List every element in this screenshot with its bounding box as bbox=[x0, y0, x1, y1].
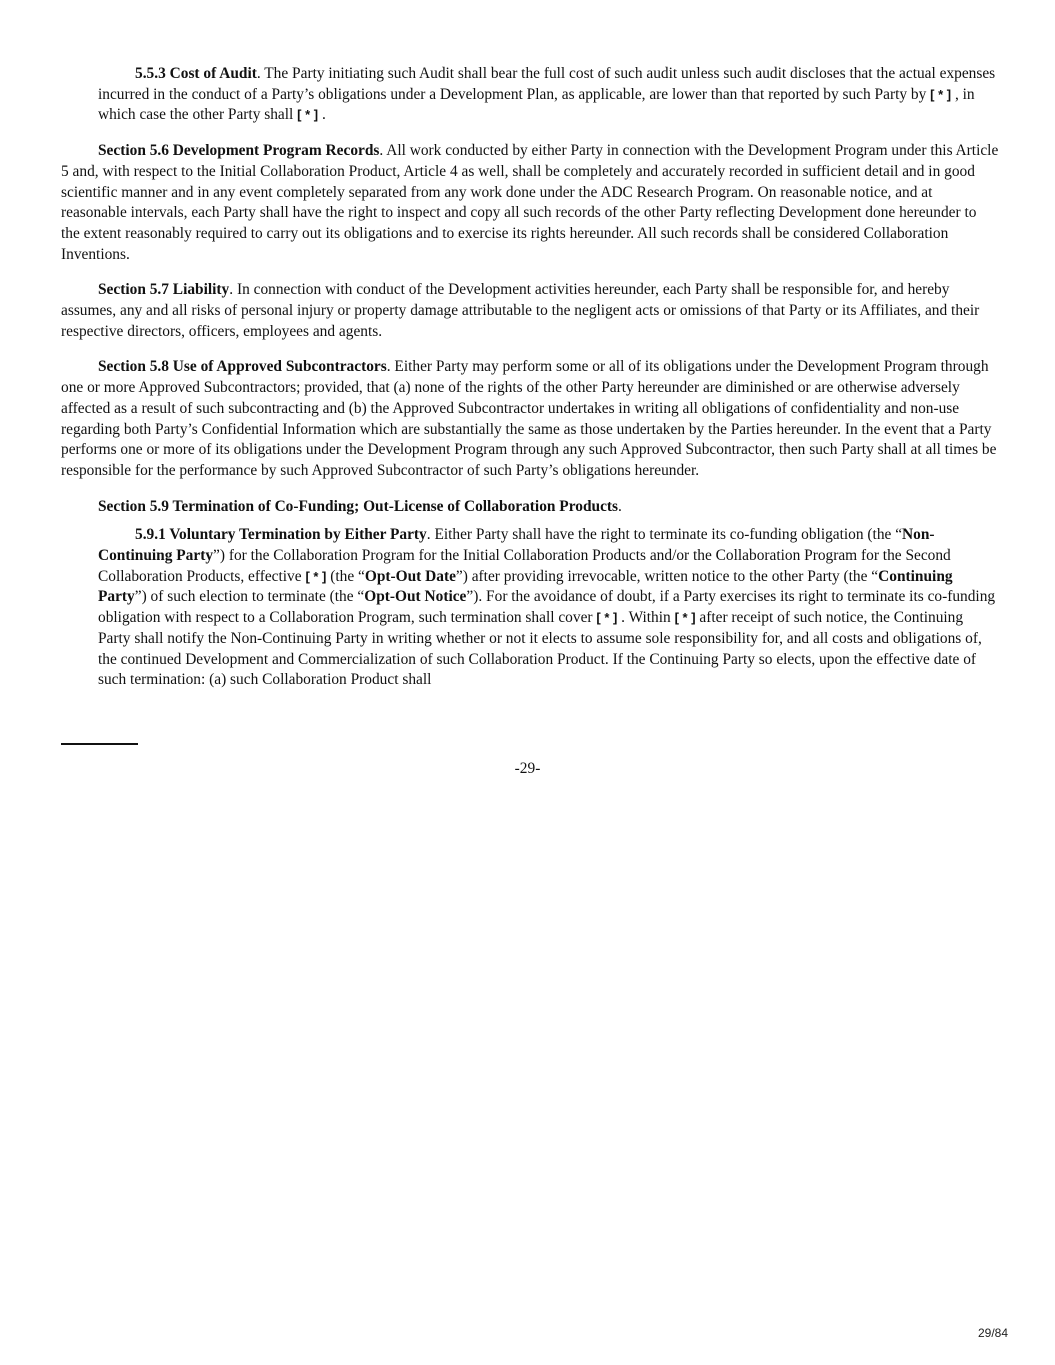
redaction-marker: [ * ] bbox=[305, 568, 327, 584]
defined-term: Opt-Out Date bbox=[364, 567, 456, 585]
page-number: -29- bbox=[514, 760, 541, 777]
redaction-marker: [ * ] bbox=[297, 107, 319, 123]
document-body bbox=[61, 64, 999, 706]
section-5-6-paragraph: Section 5.6 Development Program Records. All work conducted by either Party in connection with the Development Program under this Article 5 and, with respect to the Initial Collaboration Product, Article 4 as well, shall be completely and accurately recorded in sufficient detail and in good scientific manner and in any event completely separated from any work done under the ADC Research Program. On reasonable notice, and at reasonable intervals, each Party shall have the right to inspect and copy all such records of the other Party reflecting Development done hereunder to the extent reasonably required to carry out its obligations and to exercise its rights hereunder. All such records shall be considered Collaboration Inventions. bbox=[61, 142, 999, 263]
section-5-8-paragraph: Section 5.8 Use of Approved Subcontractors. Either Party may perform some or all of its obligations under the Development Program through one or more Approved Subcontractors; provided, that (a) none of the rights of the other Party hereunder are diminished or are otherwise adversely affected as a result of such subcontracting and (b) the Approved Subcontractor undertakes in writing all obligations of confidentiality and non-use regarding both Party’s Confidential Information which are substantially the same as those undertaken by the Parties hereunder. In the event that a Party performs one or more of its obligations under the Development Program through any such Approved Subcontractor, then such Party shall at all times be responsible for the performance by such Approved Subcontractor of such Party’s obligations hereunder. bbox=[61, 358, 997, 479]
page-counter: 29/84 bbox=[977, 1326, 1008, 1340]
defined-term: Continuing Party bbox=[98, 567, 953, 606]
section-5-7-paragraph: Section 5.7 Liability. In connection with conduct of the Development activities hereunder, each Party shall be responsible for, and hereby assumes, any and all risks of personal injury or property damage attributable to the negligent acts or omissions of that Party or its Affiliates, and their respective directors, officers, employees and agents. bbox=[61, 281, 980, 340]
section-5-5-3-paragraph: 5.5.3 Cost of Audit. The Party initiating such Audit shall bear the full cost of such audit unless such audit discloses that the actual expenses incurred in the conduct of a Party’s obligations under a Development Plan, as applicable, are lower than that reported by such Party by [ * ] , in which case the other Party shall [ * ] . bbox=[98, 65, 996, 124]
redaction-marker: [ * ] bbox=[674, 610, 696, 626]
section-5-7-heading: Section 5.7 Liability bbox=[98, 281, 230, 299]
redaction-marker: [ * ] bbox=[596, 610, 618, 626]
defined-term: Opt-Out Notice bbox=[364, 588, 467, 606]
section-5-8-heading: Section 5.8 Use of Approved Subcontractors bbox=[98, 358, 387, 376]
section-5-5-3-heading: 5.5.3 Cost of Audit bbox=[135, 65, 257, 82]
section-5-9-1-heading: 5.9.1 Voluntary Termination by Either Party bbox=[135, 526, 427, 544]
section-5-9-paragraph: Section 5.9 Termination of Co-Funding; Out-License of Collaboration Products. bbox=[98, 497, 622, 515]
redaction-marker: [ * ] bbox=[930, 86, 952, 102]
footnote-separator bbox=[61, 743, 138, 745]
section-5-6-heading: Section 5.6 Development Program Records bbox=[98, 142, 380, 160]
defined-term: Non-Continuing Party bbox=[98, 526, 935, 565]
section-5-9-1-paragraph: 5.9.1 Voluntary Termination by Either Party. Either Party shall have the right to terminate its co-funding obligation (the “Non-Continuing Party”) for the Collaboration Program for the Initial Collaboration Products and/or the Collaboration Program for the Second Collaboration Products, effective [ * ] (the “Opt-Out Date”) after providing irrevocable, written notice to the other Party (the “Continuing Party”) of such election to terminate (the “Opt-Out Notice”). For the avoidance of doubt, if a Party exercises its right to terminate its co-funding obligation with respect to a Collaboration Program, such termination shall cover [ * ] . Within [ * ] after receipt of such notice, the Continuing Party shall notify the Non-Continuing Party in writing whether or not it elects to assume sole responsibility for, and all costs and obligations of, the continued Development and Commercialization of such Collaboration Product. If the Continuing Party so elects, upon the effective date of such termination: (a) such Collaboration Product shall bbox=[98, 526, 996, 689]
section-5-9-heading: Section 5.9 Termination of Co-Funding; Out-License of Collaboration Products bbox=[98, 497, 619, 515]
